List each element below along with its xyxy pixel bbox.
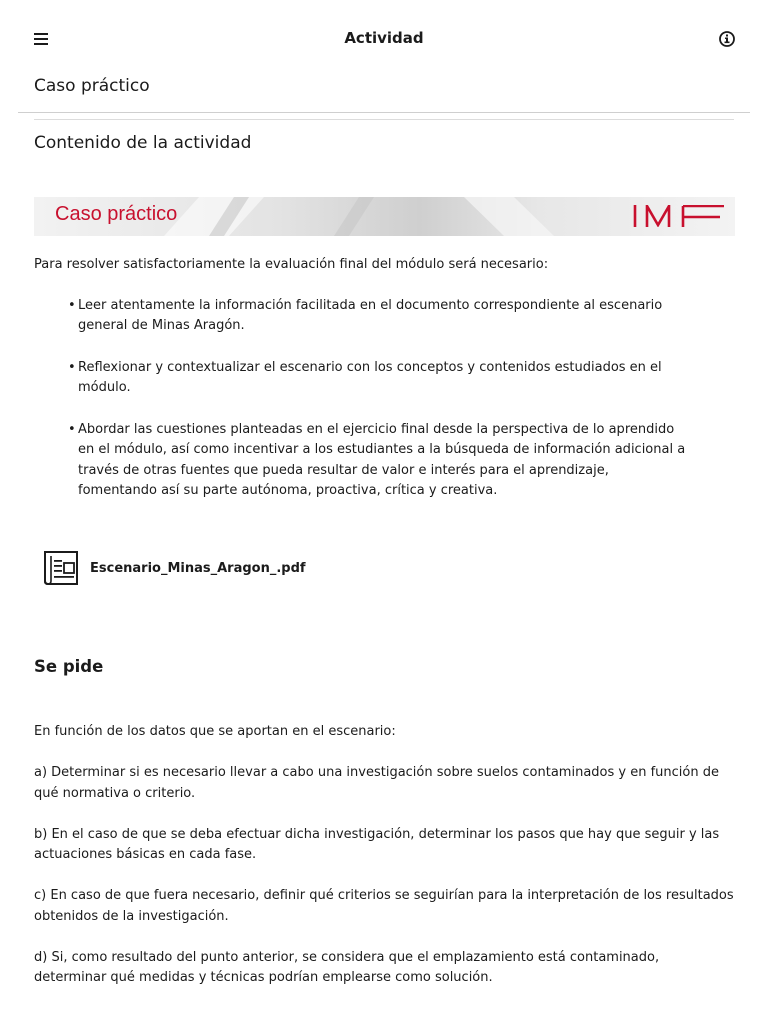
top-bar — [0, 0, 768, 76]
document-icon — [40, 548, 82, 588]
requirements-list — [34, 296, 734, 502]
banner-title: Caso práctico — [55, 203, 178, 225]
imf-logo — [632, 205, 726, 231]
divider — [34, 119, 734, 120]
task-content — [34, 722, 734, 1009]
page-title: Actividad — [344, 29, 424, 47]
task-heading: Se pide — [34, 657, 104, 676]
content-title: Contenido de la actividad — [34, 133, 252, 153]
task-intro: En función de los datos que se aportan en el escenario: — [34, 724, 396, 739]
attachment-filename[interactable]: Escenario_Minas_Aragon_.pdf — [90, 560, 306, 576]
section-subtitle: Caso práctico — [34, 76, 150, 96]
task-item: b) En el caso de que se deba efectuar dicha investigación, determinar los pasos que hay que seguir y las actuaciones básicas en cada fase. — [34, 826, 720, 862]
activity-content — [34, 255, 734, 523]
task-item: c) En caso de que fuera necesario, definir qué criterios se seguirían para la interpretación de los resultados obtenidos de la investigación. — [34, 888, 734, 924]
list-item: • Abordar las cuestiones planteadas en el ejercicio final desde la perspectiva de lo aprendido en el módulo, así como incentivar a los estudiantes a la búsqueda de información adicional a través de otras fuentes que pueda resultar de valor e interés para el aprendizaje, fomentando así su parte autónoma, proactiva, crítica y creativa. — [34, 420, 688, 502]
list-item: • Reflexionar y contextualizar el escenario con los conceptos y contenidos estudiados en el módulo. — [34, 358, 688, 399]
intro-text: Para resolver satisfactoriamente la evaluación final del módulo será necesario: — [34, 257, 549, 272]
info-circle-icon[interactable] — [716, 28, 738, 50]
case-banner — [34, 197, 735, 236]
divider — [18, 112, 750, 113]
task-item: a) Determinar si es necesario llevar a cabo una investigación sobre suelos contaminados y en función de qué normativa o criterio. — [34, 765, 719, 801]
list-item: • Leer atentamente la información facilitada en el documento correspondiente al escenario general de Minas Aragón. — [34, 296, 688, 337]
attachment-link[interactable] — [40, 548, 306, 588]
task-item: d) Si, como resultado del punto anterior, se considera que el emplazamiento está contaminado, determinar qué medidas y técnicas podrían emplearse como solución. — [34, 949, 660, 985]
